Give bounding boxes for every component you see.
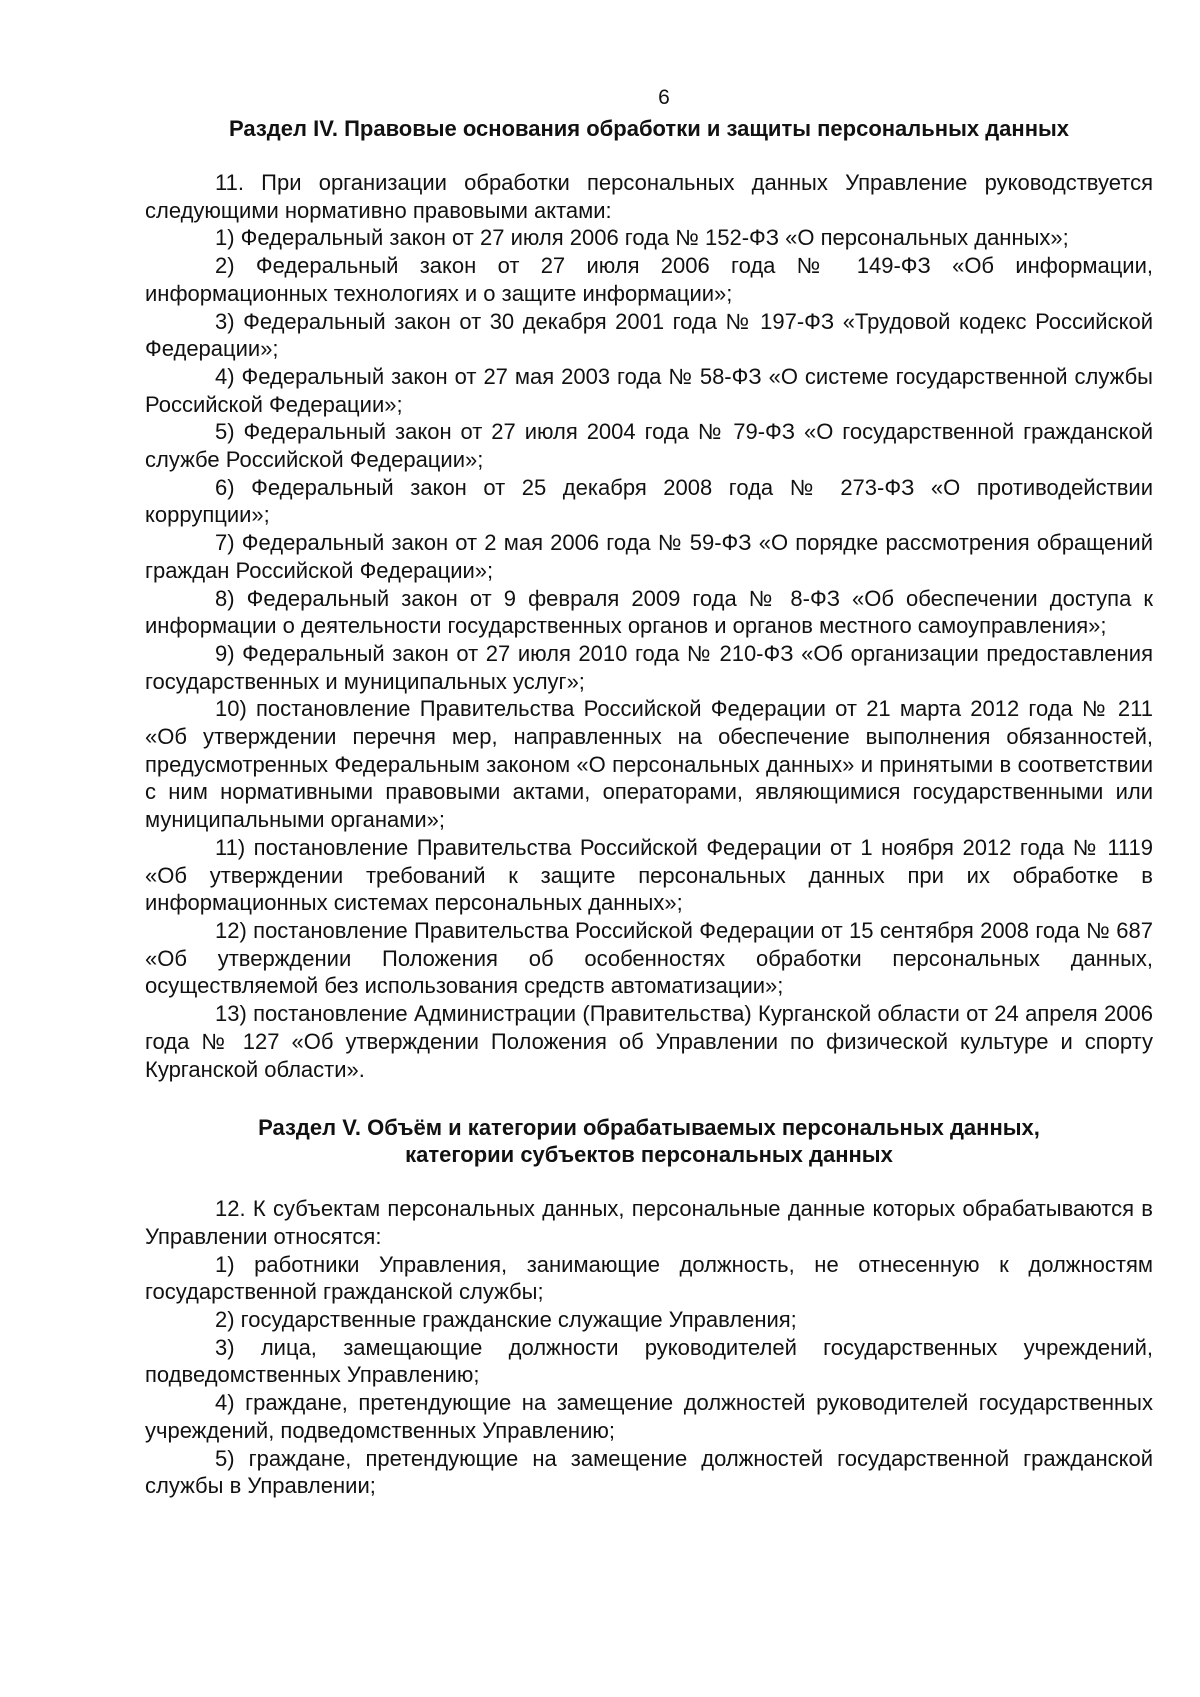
section-5-item-5: 5) граждане, претендующие на замещение должностей государственной гражданской службы в Управлении; bbox=[145, 1445, 1153, 1499]
section-4-item-2: 2) Федеральный закон от 27 июля 2006 года № 149-ФЗ «Об информации, информационных технологиях и о защите информации»; bbox=[145, 253, 1153, 306]
section-5-intro: 12. К субъектам персональных данных, персональные данные которых обрабатываются в Управлении относятся: bbox=[145, 1196, 1153, 1249]
section-4-item-7: 7) Федеральный закон от 2 мая 2006 года № 59-ФЗ «О порядке рассмотрения обращений граждан Российской Федерации»; bbox=[145, 530, 1153, 583]
section-4-item-13: 13) постановление Администрации (Правительства) Курганской области от 24 апреля 2006 года № 127 «Об утверждении Положения об Управлении по физической культуре и спорту Курганской области». bbox=[145, 1001, 1153, 1082]
section-4-item-12: 12) постановление Правительства Российской Федерации от 15 сентября 2008 года № 687 «Об утверждении Положения об особенностях обработки персональных данных, осуществляемой без использования средств автоматизации»; bbox=[145, 917, 1153, 999]
section-4-item-3: 3) Федеральный закон от 30 декабря 2001 года № 197-ФЗ «Трудовой кодекс Российской Федерации»; bbox=[145, 308, 1153, 362]
section-5-item-1: 1) работники Управления, занимающие должность, не отнесенную к должностям государственной гражданской службы; bbox=[145, 1251, 1153, 1305]
page-number: 6 bbox=[658, 86, 670, 109]
section-5-title-line-1: Раздел V. Объём и категории обрабатываемых персональных данных, bbox=[258, 1115, 1040, 1141]
section-5-item-4: 4) граждане, претендующие на замещение должностей руководителей государственных учреждений, подведомственных Управлению; bbox=[145, 1390, 1153, 1443]
section-4-item-11: 11) постановление Правительства Российской Федерации от 1 ноября 2012 года № 1119 «Об утверждении требований к защите персональных данных при их обработке в информационных системах персональных данных»; bbox=[145, 834, 1153, 916]
section-4-item-9: 9) Федеральный закон от 27 июля 2010 года № 210-ФЗ «Об организации предоставления государственных и муниципальных услуг»; bbox=[145, 640, 1153, 694]
section-4-intro: 11. При организации обработки персональных данных Управление руководствуется следующими нормативно правовыми актами: bbox=[145, 170, 1153, 223]
section-5-item-2: 2) государственные гражданские служащие Управления; bbox=[215, 1307, 797, 1333]
document-page bbox=[145, 84, 1153, 1500]
section-4-item-10: 10) постановление Правительства Российской Федерации от 21 марта 2012 года № 211 «Об утверждении перечня мер, направленных на обеспечение выполнения обязанностей, предусмотренных Федеральным законом «О персональных данных» и принятыми в соответствии с ним нормативными правовыми актами, операторами, являющимися государственными или муниципальными органами»; bbox=[145, 696, 1153, 833]
section-5-item-3: 3) лица, замещающие должности руководителей государственных учреждений, подведомственных Управлению; bbox=[145, 1334, 1153, 1388]
section-5-title-line-2: категории субъектов персональных данных bbox=[405, 1142, 893, 1168]
section-4-item-5: 5) Федеральный закон от 27 июля 2004 года № 79-ФЗ «О государственной гражданской службе Российской Федерации»; bbox=[145, 419, 1153, 473]
section-4-item-4: 4) Федеральный закон от 27 мая 2003 года № 58-ФЗ «О системе государственной службы Российской Федерации»; bbox=[145, 363, 1153, 417]
section-4-item-1: 1) Федеральный закон от 27 июля 2006 года № 152-ФЗ «О персональных данных»; bbox=[215, 225, 1069, 251]
section-4-title: Раздел IV. Правовые основания обработки и защиты персональных данных bbox=[228, 116, 1070, 141]
section-4-item-8: 8) Федеральный закон от 9 февраля 2009 года № 8-ФЗ «Об обеспечении доступа к информации о деятельности государственных органов и органов местного самоуправления»; bbox=[145, 585, 1153, 639]
section-4-item-6: 6) Федеральный закон от 25 декабря 2008 года № 273-ФЗ «О противодействии коррупции»; bbox=[145, 474, 1153, 528]
